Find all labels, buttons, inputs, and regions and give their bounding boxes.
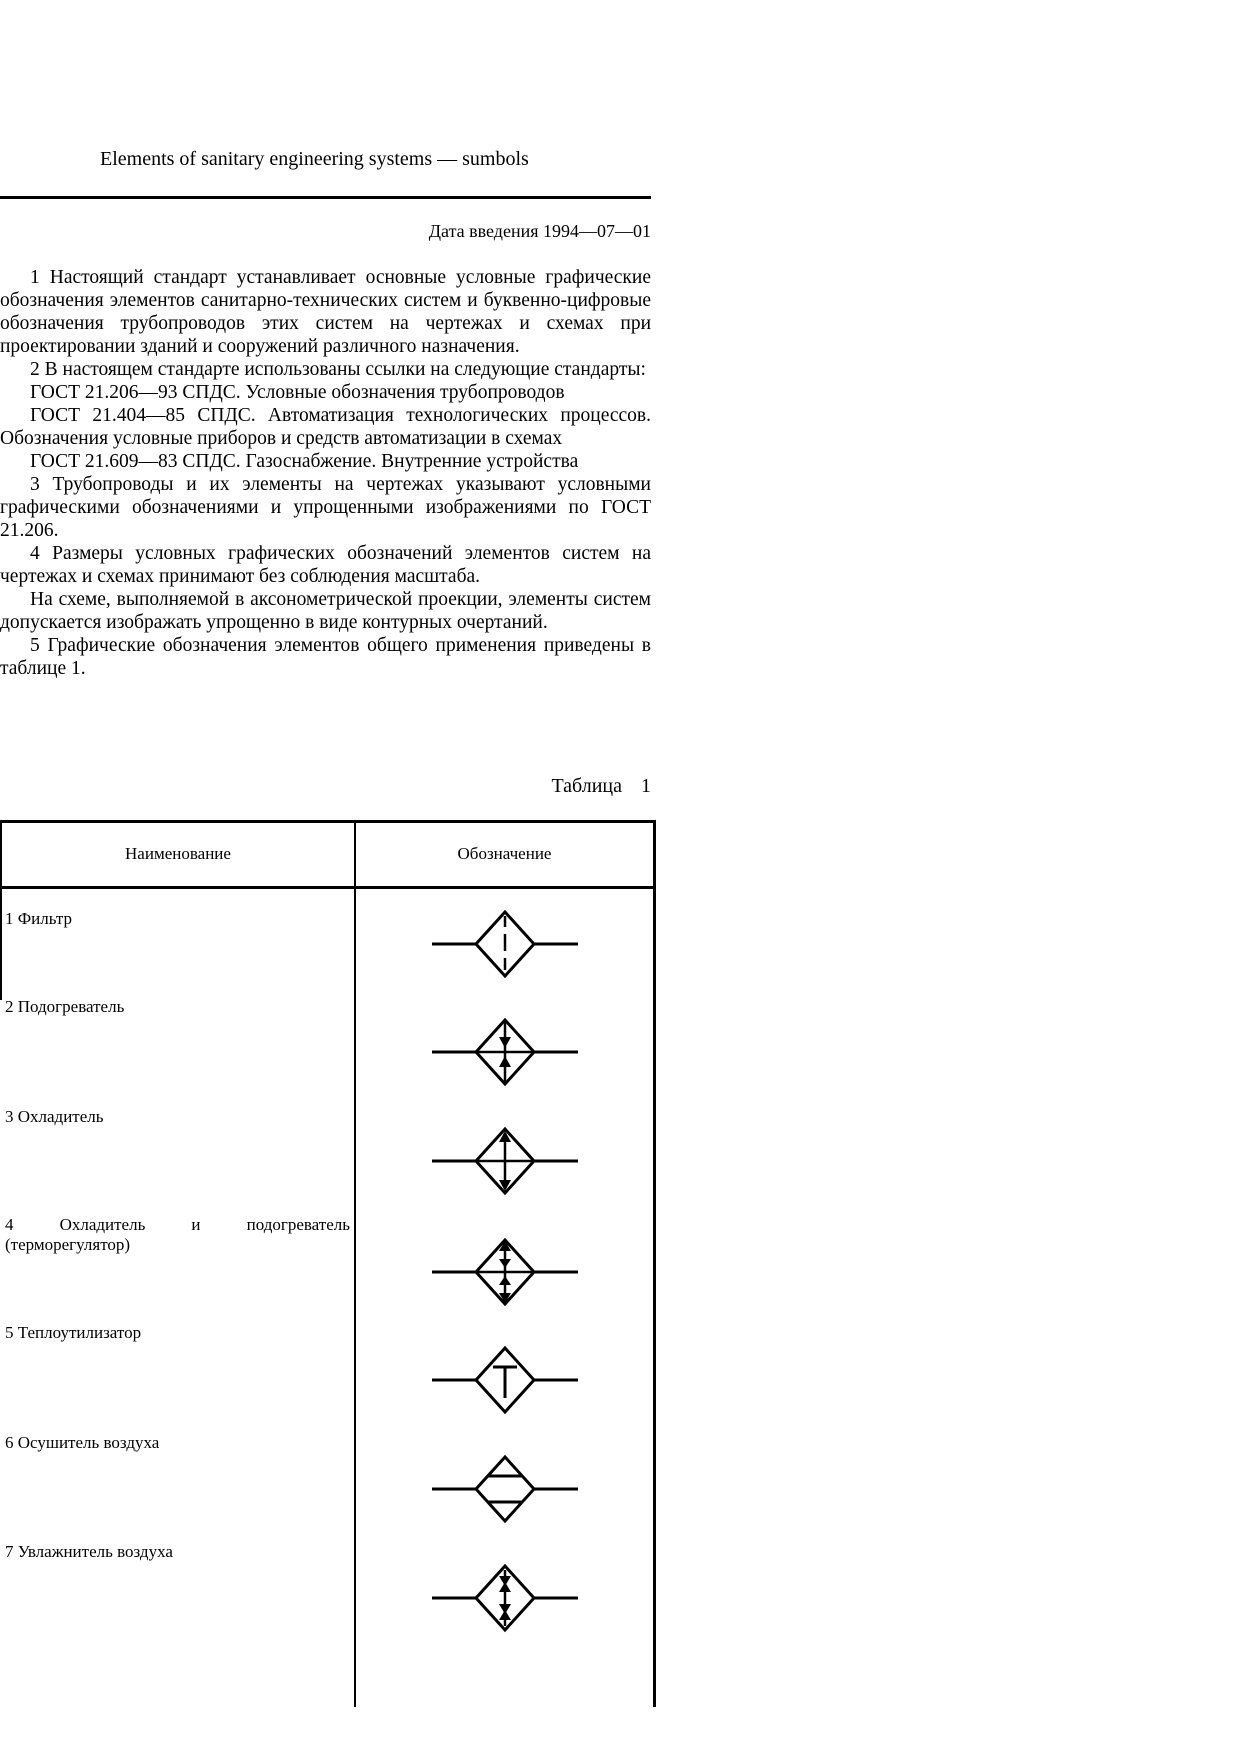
table-row-name-air-humidifier: 7 Увлажнитель воздуха: [5, 1542, 173, 1561]
paragraph-4-note: На схеме, выполняемой в аксонометрической проекции, элементы систем допускается изображать упрощенно в виде контурных очертаний.: [0, 589, 651, 633]
table-column-divider: [354, 820, 356, 1707]
english-title: Elements of sanitary engineering systems — sumbols: [100, 148, 529, 170]
table-row-name-air-dryer: 6 Осушитель воздуха: [5, 1433, 160, 1452]
cooler-symbol-icon: [432, 1124, 578, 1198]
table-row-name-filter: 1 Фильтр: [5, 909, 73, 928]
table-row-name-heater: 2 Подогреватель: [5, 997, 125, 1016]
table-header-bottom-border: [0, 886, 656, 889]
symbols-table: [0, 820, 656, 1707]
table-row-name-cooler: 3 Охладитель: [5, 1107, 104, 1126]
heat-recovery-symbol-icon: [432, 1343, 578, 1417]
paragraph-2: 2 В настоящем стандарте использованы ссылки на следующие стандарты:: [30, 359, 646, 380]
air-dryer-symbol-icon: [432, 1452, 578, 1526]
reference-gost-21-404: ГОСТ 21.404—85 СПДС. Автоматизация технологических процессов. Обозначения условные приборов и средств автоматизации в схемах: [0, 405, 651, 449]
filter-symbol-icon: [432, 907, 578, 981]
heater-symbol-icon: [432, 1015, 578, 1089]
reference-gost-21-206: ГОСТ 21.206—93 СПДС. Условные обозначения трубопроводов: [30, 382, 565, 403]
reference-gost-21-609: ГОСТ 21.609—83 СПДС. Газоснабжение. Внутренние устройства: [30, 451, 579, 472]
paragraph-1: 1 Настоящий стандарт устанавливает основные условные графические обозначения элементов санитарно-технических систем и буквенно-цифровые обозначения трубопроводов этих систем на чертежах и схемах при проектировании зданий и сооружений различного назначения.: [0, 267, 651, 357]
header-name: Наименование: [125, 844, 231, 863]
thermoregulator-symbol-icon: [432, 1235, 578, 1309]
standard-body-text: [0, 266, 651, 680]
header-symbol: Обозначение: [457, 844, 552, 863]
paragraph-3: 3 Трубопроводы и их элементы на чертежах указывают условными графическими обозначениями и упрощенными изображениями по ГОСТ 21.206.: [0, 474, 651, 541]
table-right-border: [653, 820, 656, 1707]
table-caption: Таблица 1: [551, 775, 651, 797]
title-rule: [0, 196, 651, 199]
table-top-border: [0, 820, 656, 823]
air-humidifier-symbol-icon: [432, 1561, 578, 1635]
table-row-name-heat-recovery: 5 Теплоутилизатор: [5, 1323, 142, 1342]
paragraph-4: 4 Размеры условных графических обозначений элементов систем на чертежах и схемах принимают без соблюдения масштаба.: [0, 543, 651, 587]
introduction-date: Дата введения 1994—07—01: [428, 221, 651, 241]
paragraph-5: 5 Графические обозначения элементов общего применения приведены в таблице 1.: [0, 635, 651, 679]
table-row-name-thermoregulator: 4 Охладитель и подогреватель (терморегулятор): [5, 1215, 350, 1254]
